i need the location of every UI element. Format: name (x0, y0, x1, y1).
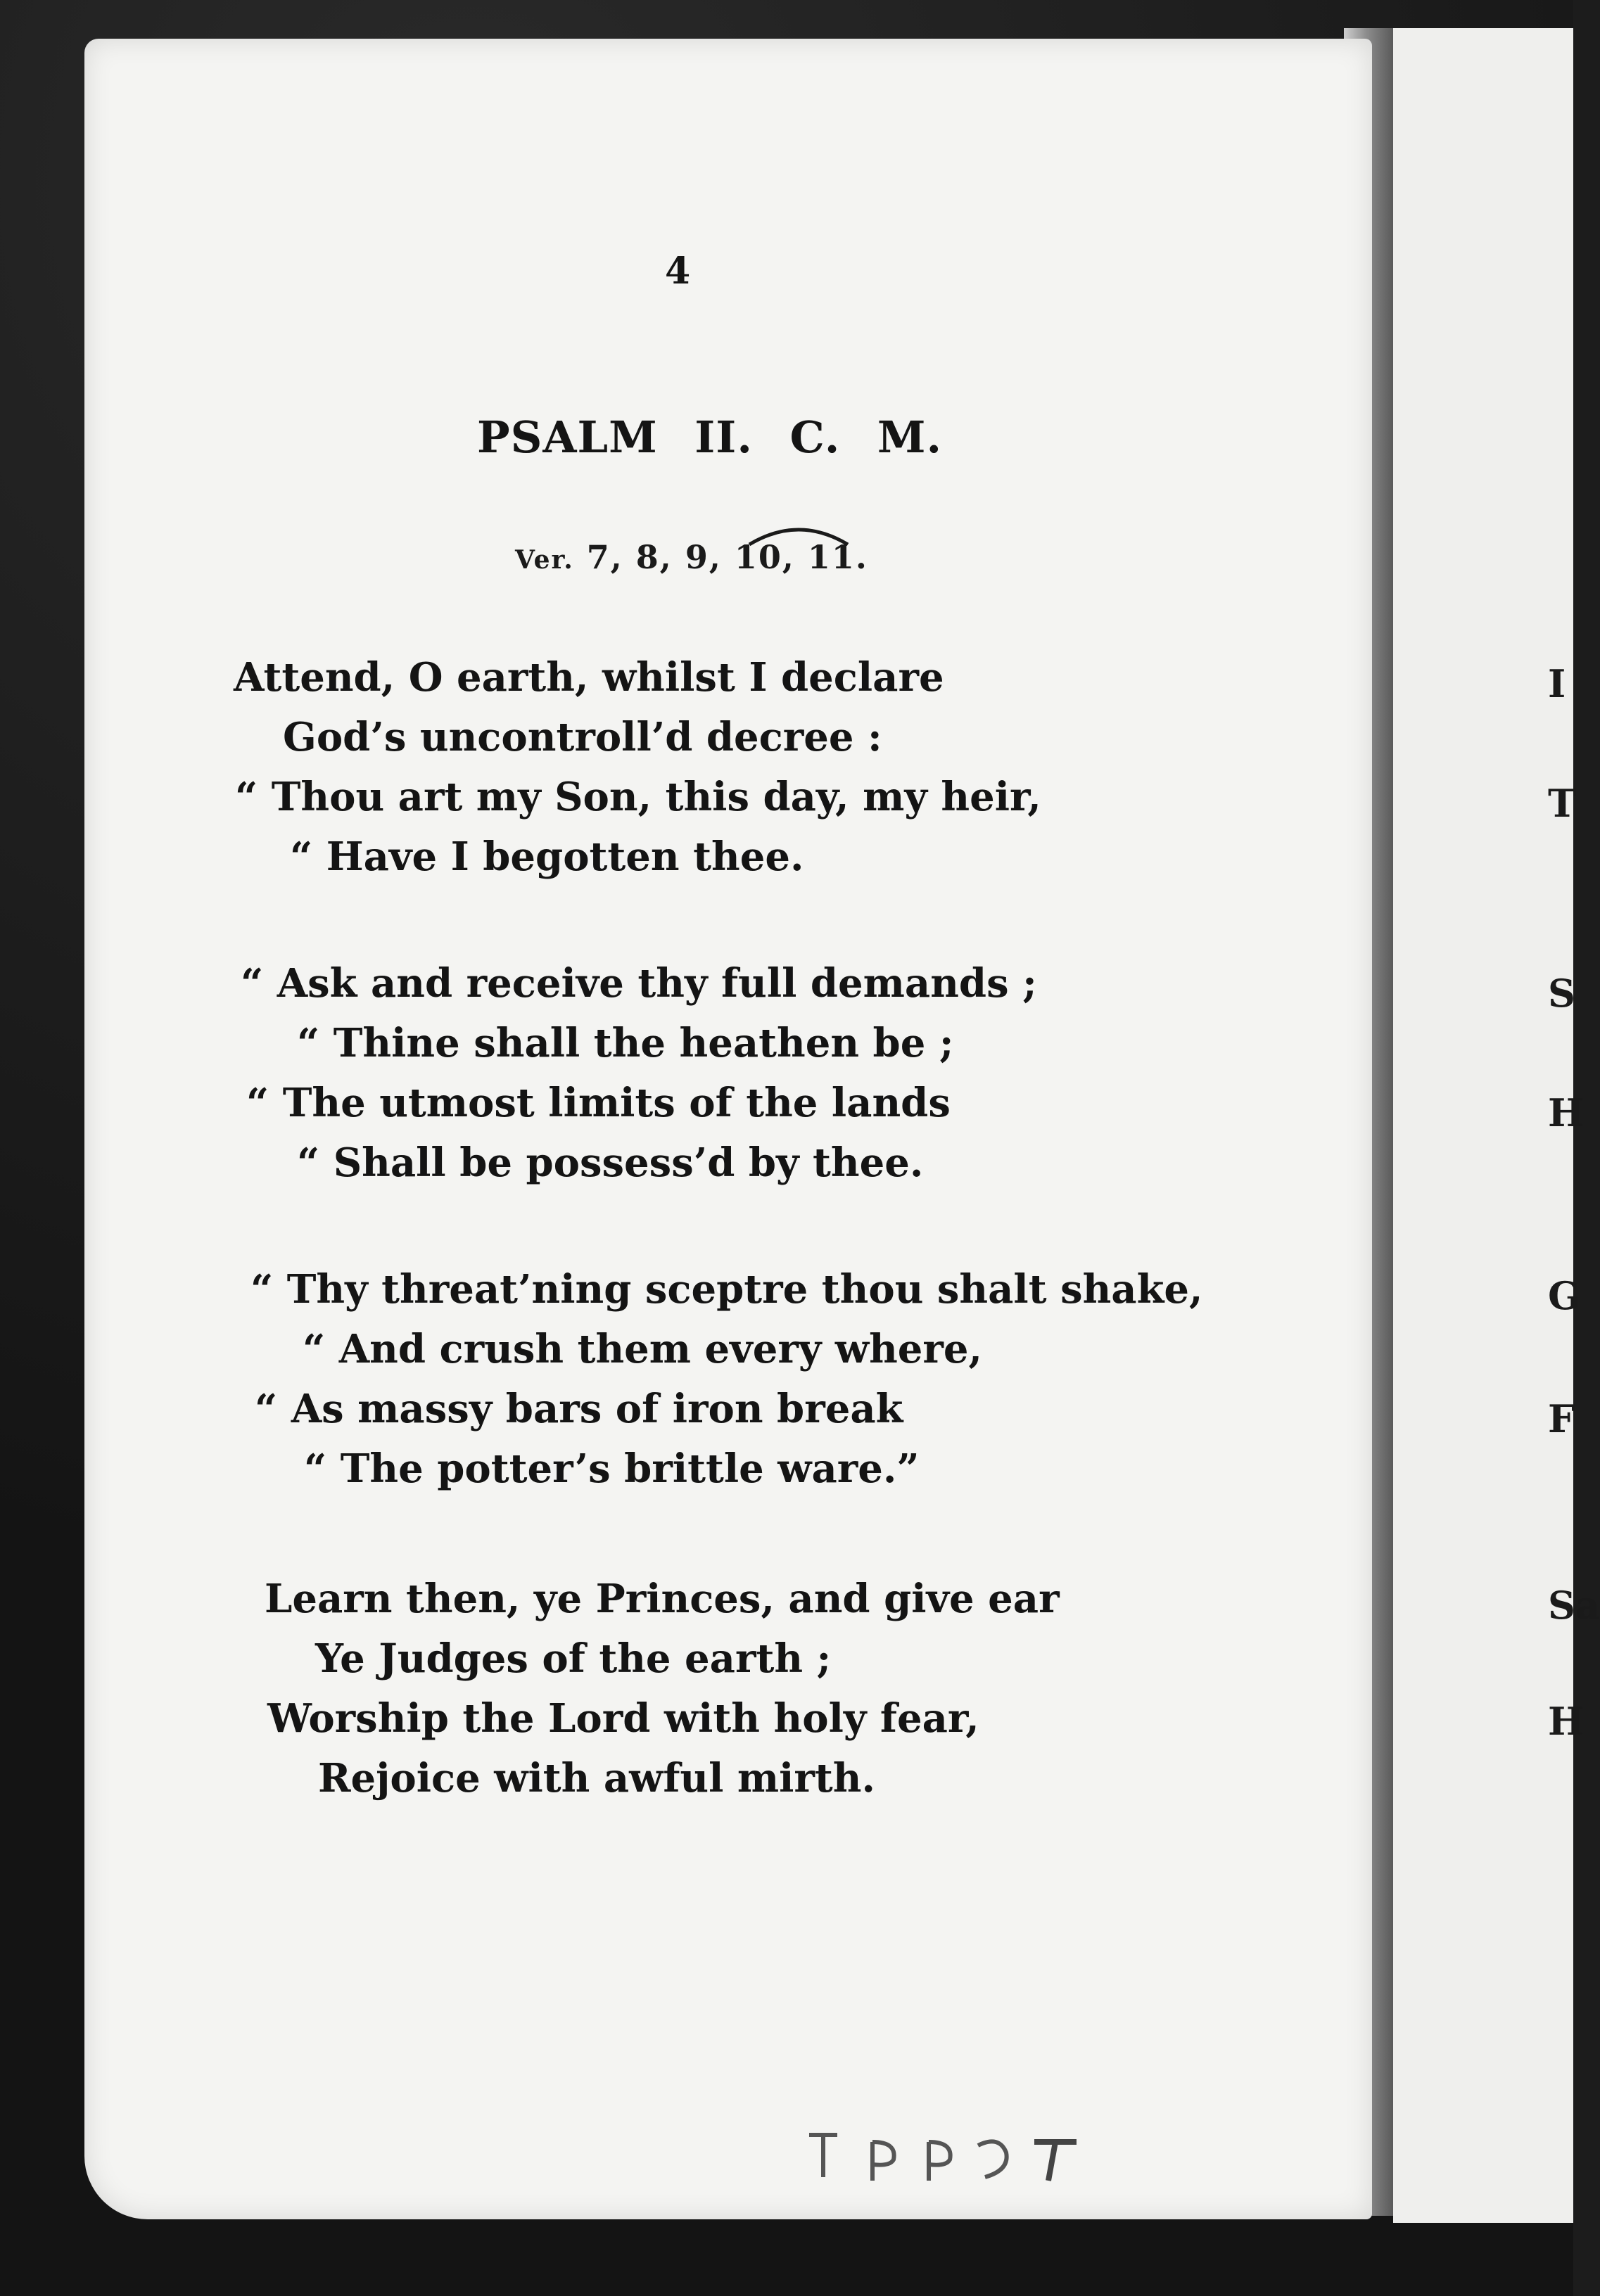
facing-letter-4: H (1548, 1090, 1585, 1135)
stanza-2-line-1: “ Ask and receive thy full demands ; (241, 960, 1037, 1007)
stanza-1-line-2: God’s uncontroll’d decree : (283, 714, 882, 760)
stanza-3-line-2: “ And crush them every where, (303, 1326, 983, 1372)
handwritten-mark (795, 2121, 1105, 2191)
stanza-3-line-1: “ Thy threat’ning sceptre thou shalt shake, (250, 1266, 1203, 1313)
facing-letter-5: G (1548, 1273, 1581, 1318)
verse-numbers: 7, 8, 9, 10, 11. (586, 538, 868, 576)
left-page (84, 39, 1372, 2219)
stanza-1-line-3: “ Thou art my Son, this day, my heir, (235, 774, 1041, 820)
psalm-title: PSALM II. C. M. (477, 412, 943, 463)
stanza-2-line-2: “ Thine shall the heathen be ; (297, 1020, 954, 1066)
stanza-3-line-4: “ The potter’s brittle ware.” (304, 1446, 920, 1492)
facing-letter-6: F (1548, 1396, 1575, 1441)
facing-letter-1: I (1548, 661, 1566, 706)
stanza-1-line-1: Attend, O earth, whilst I declare (234, 654, 944, 701)
verse-prefix: Ver. (515, 545, 574, 575)
facing-letter-7: Sa (1548, 1583, 1600, 1628)
stanza-4-line-4: Rejoice with awful mirth. (318, 1755, 876, 1801)
stanza-4-line-2: Ye Judges of the earth ; (315, 1635, 832, 1682)
stanza-2-line-3: “ The utmost limits of the lands (246, 1080, 951, 1126)
facing-letter-8: H (1548, 1699, 1585, 1744)
facing-letter-3: S (1548, 971, 1575, 1016)
page-number: 4 (665, 250, 691, 293)
facing-letter-2: T (1548, 781, 1577, 826)
facing-page-edge (1393, 28, 1573, 2223)
stanza-4-line-1: Learn then, ye Princes, and give ear (265, 1576, 1060, 1622)
stanza-2-line-4: “ Shall be possess’d by thee. (297, 1140, 924, 1186)
stanza-1-line-4: “ Have I begotten thee. (290, 834, 804, 880)
verse-reference (515, 538, 868, 576)
stanza-3-line-3: “ As massy bars of iron break (255, 1386, 903, 1432)
stanza-4-line-3: Worship the Lord with holy fear, (267, 1695, 979, 1742)
